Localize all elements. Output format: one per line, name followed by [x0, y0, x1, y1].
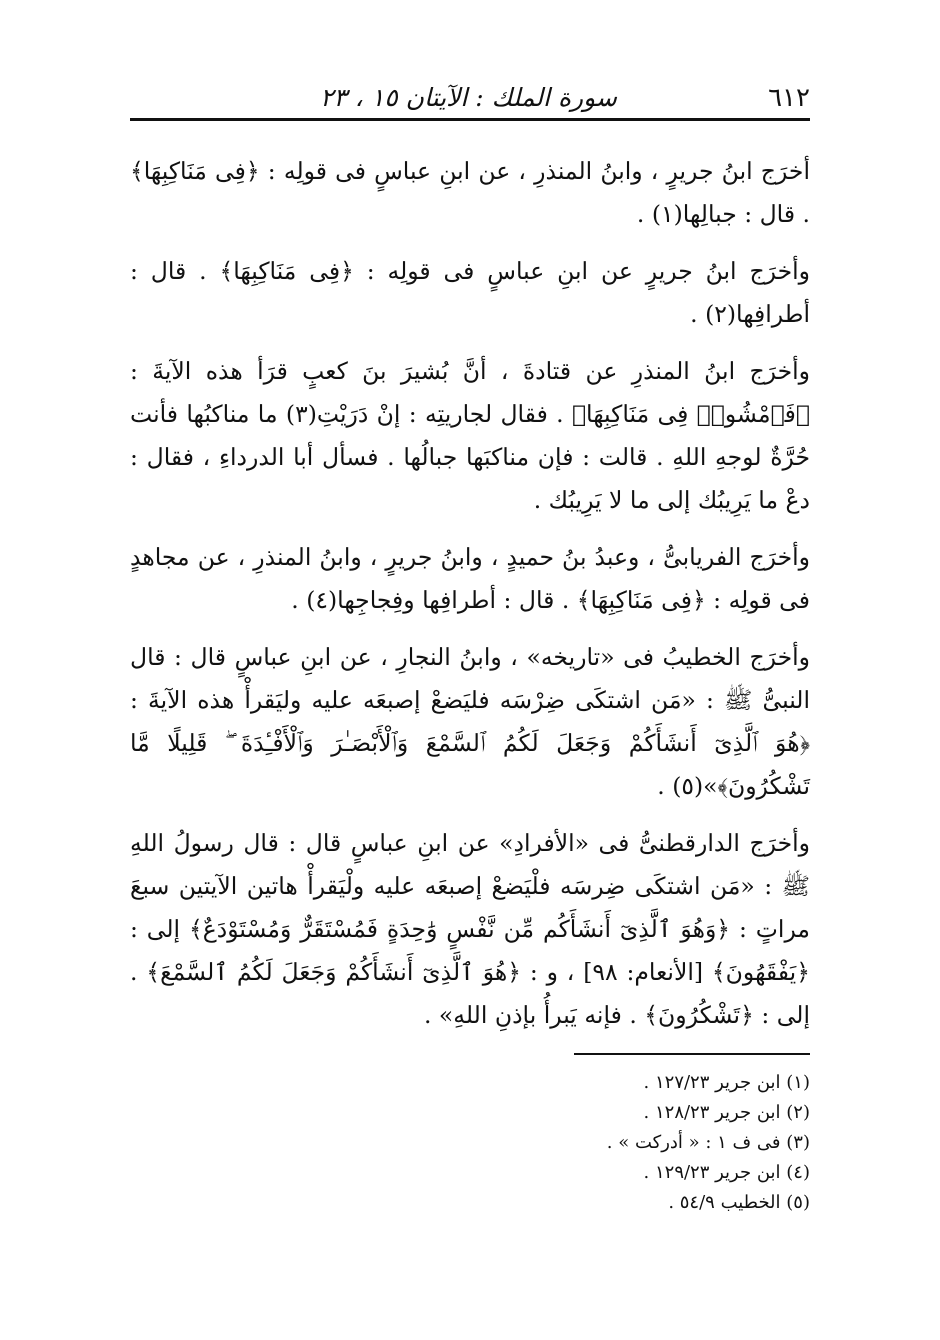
main-text — [130, 150, 810, 1051]
header-rule — [130, 118, 810, 121]
footnote-rule — [574, 1053, 810, 1055]
page-number: ٦١٢ — [768, 83, 810, 113]
footnotes — [500, 1068, 810, 1218]
footnote: (١) ابن جرير ١٢٧/٢٣ . — [643, 1072, 810, 1093]
footnote: (٤) ابن جرير ١٢٩/٢٣ . — [643, 1162, 810, 1183]
footnote: (٢) ابن جرير ١٢٨/٢٣ . — [643, 1102, 810, 1123]
paragraph: أخرَج ابنُ جريرٍ ، وابنُ المنذرِ ، عن ابنِ عباسٍ فى قولِه : ﴿فِى مَنَاكِبِهَا﴾ . قال : جبالِها(١) . — [130, 157, 810, 228]
footnote: (٥) الخطيب ٥٤/٩ . — [668, 1192, 810, 1213]
paragraph: وأخرَج الفريابىُّ ، وعبدُ بنُ حميدٍ ، وابنُ جريرٍ ، وابنُ المنذرِ ، عن مجاهدٍ فى قولِه : ﴿فِى مَنَاكِبِهَا﴾ . قال : أطرافِها وفِجاجِها(٤) . — [130, 543, 810, 614]
page-header — [130, 62, 810, 118]
paragraph: وأخرَج الدارقطنىُّ فى «الأفرادِ» عن ابنِ عباسٍ قال : قال رسولُ اللهِ ﷺ : «مَن اشتكَى ضِرسَه فلْيَضعْ إصبعَه عليه ولْيَقرأْ هاتين الآيتين سبعَ مراتٍ : ﴿وَهُوَ ٱلَّذِىٓ أَنشَأَكُم مِّن نَّفْسٍ وَٰحِدَةٍ فَمُسْتَقَرٌّ وَمُسْتَوْدَعٌ﴾ إلى : ﴿يَفْقَهُونَ﴾ [الأنعام: ٩٨] ، و : ﴿هُوَ ٱلَّذِىٓ أَنشَأَكُمْ وَجَعَلَ لَكُمُ ٱلسَّمْعَ﴾ . إلى : ﴿تَشْكُرُونَ﴾ . فإنه يَبرأُ بإذنِ اللهِ» . — [130, 829, 810, 1029]
paragraph: وأخرَج ابنُ جريرٍ عن ابنِ عباسٍ فى قولِه : ﴿فِى مَنَاكِبِهَا﴾ . قال : أطرافِها(٢) . — [130, 257, 810, 328]
paragraph: وأخرَج ابنُ المنذرِ عن قتادةَ ، أنَّ بُشيرَ بنَ كعبٍ قرَأ هذه الآيةَ : ﴿فَٱمْشُوا۟ فِى مَنَاكِبِهَا﴾ . فقال لجاريتِه : إنْ دَرَيْتِ(٣) ما مناكبُها فأنت حُرَّةٌ لوجهِ اللهِ . قالت : فإن مناكبَها جبالُها . فسأل أبا الدرداءِ ، فقال : دعْ ما يَرِيبُك إلى ما لا يَرِيبُك . — [130, 357, 811, 514]
running-title: سورة الملك : الآيتان ١٥ ، ٢٣ — [320, 83, 617, 112]
footnote: (٣) فى ف ١ : « أدركت » . — [606, 1132, 810, 1153]
paragraph: وأخرَج الخطيبُ فى «تاريخه» ، وابنُ النجارِ ، عن ابنِ عباسٍ قال : قال النبىُّ ﷺ : «مَن اشتكَى ضِرْسَه فليَضعْ إصبعَه عليه وليَقرأْ هذه الآيةَ : ﴿هُوَ ٱلَّذِىٓ أَنشَأَكُمْ وَجَعَلَ لَكُمُ ٱلسَّمْعَ وَٱلْأَبْصَـٰرَ وَٱلْأَفْـِٔدَةَ ۖ قَلِيلًا مَّا تَشْكُرُونَ﴾»(٥) . — [130, 643, 810, 800]
